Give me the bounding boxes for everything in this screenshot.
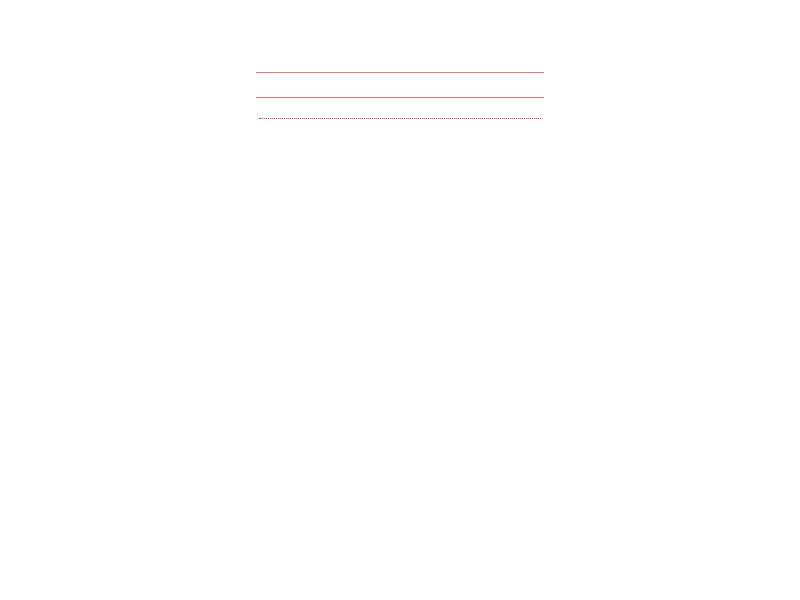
chapter-divider [256, 97, 544, 98]
chapter-6 [256, 97, 544, 98]
table-of-contents [256, 48, 544, 128]
toc-entry-epilogue[interactable] [256, 118, 544, 121]
chapter-divider [256, 72, 544, 73]
dot-leader [259, 118, 541, 119]
chapter-5 [256, 72, 544, 73]
